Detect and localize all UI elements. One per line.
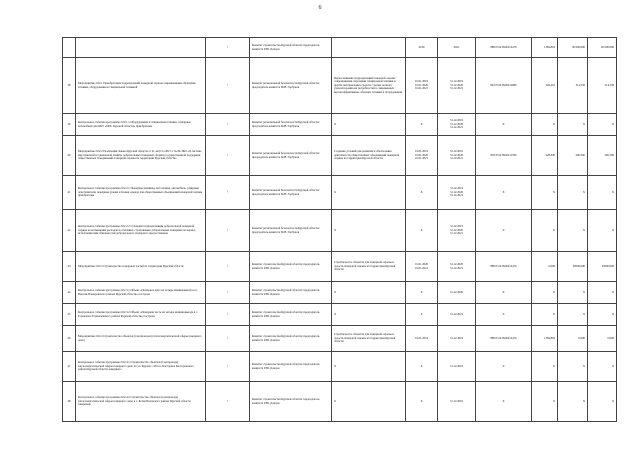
cell-a2: X bbox=[558, 352, 588, 382]
cell-executor: Комитет региональной безопасности Курской области/ председатель комитета М.Н. Горбунов bbox=[250, 176, 332, 210]
cell-desc: Мероприятие 2.02.4 Строительство объектов (газопроводов) теплоэнергетической сферы пожарного депо) bbox=[76, 326, 206, 352]
cell-code: 843 0310 0920212680 bbox=[476, 58, 532, 114]
cell-a1: 1 384,863 bbox=[532, 38, 558, 58]
cell-a3: X bbox=[588, 176, 617, 210]
cell-num: 43 bbox=[63, 252, 76, 282]
table-row bbox=[63, 38, 617, 58]
cell-num: 47 bbox=[63, 352, 76, 382]
cell-mark: • bbox=[206, 210, 250, 252]
cell-num: 39 bbox=[63, 114, 76, 136]
cell-desc: Контрольное событие программы 2.02.3.1 Объект «Пожарное депо на четыре машиновыезда в п. Пенсни Поныровского района Курской области» построен bbox=[76, 282, 206, 304]
table-row bbox=[63, 382, 617, 422]
cell-d1: 2019 bbox=[406, 38, 438, 58]
cell-d1: 01.01.2019 01.01.2020 01.01.2021 bbox=[406, 136, 438, 176]
table-row bbox=[63, 352, 617, 382]
cell-d2: 31.12.2021 bbox=[438, 304, 476, 326]
cell-d2: 31.12.2019 31.12.2020 31.12.2021 bbox=[438, 210, 476, 252]
cell-executor: Комитет региональной безопасности Курской области/ председатель комитета М.Н. Горбунов bbox=[250, 136, 332, 176]
cell-mark: • bbox=[206, 252, 250, 282]
cell-a3: 290,500 bbox=[588, 136, 617, 176]
cell-desc: Контрольное событие программы 2.02.4.1 Строительство объектов (газопровода) теплоэнергетической сферы пожарного депо по ул. Фрунзе, 118 в п. Касторное Касторенского района Курской области завершено bbox=[76, 352, 206, 382]
table-row bbox=[63, 58, 617, 114]
cell-num bbox=[63, 38, 76, 58]
cell-code: X bbox=[476, 352, 532, 382]
cell-a2: X bbox=[558, 176, 588, 210]
table-row bbox=[63, 282, 617, 304]
cell-a3: X bbox=[588, 210, 617, 252]
cell-result: X bbox=[332, 114, 406, 136]
cell-executor: Комитет строительства Курской области/ председатель комитета Р.Ю. Донцов bbox=[250, 304, 332, 326]
cell-a2: X bbox=[558, 282, 588, 304]
cell-num: 45 bbox=[63, 304, 76, 326]
cell-mark: • bbox=[206, 304, 250, 326]
cell-desc: Контрольное событие программы 2.02.3.2 Объект «Пожарная часть на четыре машиновыезда в г. Горшечное Горшеченского района Курской области» построен bbox=[76, 304, 206, 326]
cell-d2: 31.12.2019 31.12.2020 31.12.2021 bbox=[438, 176, 476, 210]
cell-mark: • bbox=[206, 38, 250, 58]
cell-a2: X bbox=[558, 304, 588, 326]
cell-code: X bbox=[476, 176, 532, 210]
table-row bbox=[63, 210, 617, 252]
cell-a1: X bbox=[532, 282, 558, 304]
cell-code: X bbox=[476, 304, 532, 326]
cell-a1: X bbox=[532, 210, 558, 252]
cell-a1: 0,000 bbox=[532, 252, 558, 282]
cell-a2: X bbox=[558, 210, 588, 252]
table-row bbox=[63, 136, 617, 176]
program-table bbox=[62, 37, 617, 422]
cell-mark: • bbox=[206, 176, 250, 210]
cell-a1: X bbox=[532, 304, 558, 326]
cell-d1: 01.01.2020 01.01.2021 bbox=[406, 252, 438, 282]
cell-d1: X bbox=[406, 282, 438, 304]
cell-desc: Мероприятие 2.02.1 Приобретение подразделений пожарной охраны современными образцами техники, оборудования и специальной техникой bbox=[76, 58, 206, 114]
cell-d1: X bbox=[406, 352, 438, 382]
cell-mark: • bbox=[206, 136, 250, 176]
cell-d1: X bbox=[406, 210, 438, 252]
cell-executor: Комитет региональной безопасности Курской области/ председатель комитета М.Н. Горбунов bbox=[250, 210, 332, 252]
cell-a1: X bbox=[532, 176, 558, 210]
cell-num: 38 bbox=[63, 58, 76, 114]
cell-a2: 0,000 bbox=[558, 326, 588, 352]
cell-a2: 30000,000 bbox=[558, 252, 588, 282]
cell-a1: 1 384,863 bbox=[532, 326, 558, 352]
cell-result: X bbox=[332, 176, 406, 210]
cell-d2: 31.12.2019 bbox=[438, 326, 476, 352]
cell-executor: Комитет строительства Курской области/ председатель комитета Р.Ю. Донцов bbox=[250, 382, 332, 422]
cell-d1: X bbox=[406, 304, 438, 326]
cell-result: X bbox=[332, 210, 406, 252]
cell-a3: 0,000 bbox=[588, 326, 617, 352]
cell-a3: 20000,000 bbox=[588, 252, 617, 282]
cell-d1: 01.01.2019 bbox=[406, 326, 438, 352]
cell-executor: Комитет строительства Курской области/ председатель комитета Р.Ю. Донцов bbox=[250, 326, 332, 352]
cell-executor: Комитет строительства Курской области/ председатель комитета Р.Ю. Донцов bbox=[250, 282, 332, 304]
cell-num: 48 bbox=[63, 382, 76, 422]
cell-desc bbox=[76, 38, 206, 58]
cell-d2: 31.12.2019 31.12.2020 31.12.2021 bbox=[438, 114, 476, 136]
cell-num: 41 bbox=[63, 176, 76, 210]
cell-a1: X bbox=[532, 352, 558, 382]
cell-result: Создание условий для развития и обеспечения деятельности общественных объединений пожарной охраны на территории Курской области bbox=[332, 136, 406, 176]
cell-result: Строительство объектов для пожарной охраны и средств пожарной охраны на территории Курской области bbox=[332, 252, 406, 282]
cell-a2: 290,500 bbox=[558, 136, 588, 176]
cell-executor: Комитет строительства Курской области/ председатель комитета Р.Ю. Донцов bbox=[250, 252, 332, 282]
cell-d1: X bbox=[406, 382, 438, 422]
cell-a2: 314,556 bbox=[558, 58, 588, 114]
cell-executor: Комитет региональной безопасности Курской области/ председатель комитета М.Н. Горбунов bbox=[250, 58, 332, 114]
cell-result bbox=[332, 38, 406, 58]
cell-code: 843 0310 0920211780 bbox=[476, 136, 532, 176]
cell-num: 44 bbox=[63, 282, 76, 304]
cell-d1: X bbox=[406, 176, 438, 210]
cell-result: Переоснащение подразделений пожарной охраны современными образцами специальной техники и других материальных средств с целью полного удовлетворения их потребностей в современных высокоэффективных образцах техники и оборудования bbox=[332, 58, 406, 114]
cell-mark: • bbox=[206, 326, 250, 352]
cell-a2: 30 000,000 bbox=[558, 38, 588, 58]
page-number: 6 bbox=[318, 5, 322, 11]
cell-a2: X bbox=[558, 114, 588, 136]
cell-executor: Комитет строительства Курской области/ председатель комитета Р.Ю. Донцов bbox=[250, 38, 332, 58]
table-row bbox=[63, 114, 617, 136]
cell-executor: Комитет региональной безопасности Курской области/ председатель комитета М.Н. Горбунов bbox=[250, 114, 332, 136]
cell-a3: 314,556 bbox=[588, 58, 617, 114]
cell-a3: X bbox=[588, 114, 617, 136]
cell-a3: X bbox=[588, 282, 617, 304]
cell-desc: Мероприятие 2.02.3 Строительство пожарных частей на территории Курской области bbox=[76, 252, 206, 282]
cell-mark: • bbox=[206, 382, 250, 422]
cell-a1: X bbox=[532, 114, 558, 136]
cell-d2: 31.12.2019 31.12.2020 31.12.2021 bbox=[438, 58, 476, 114]
cell-executor: Комитет строительства Курской области/ председатель комитета Р.Ю. Донцов bbox=[250, 352, 332, 382]
cell-mark: • bbox=[206, 282, 250, 304]
cell-num: 46 bbox=[63, 326, 76, 352]
cell-d2: 2021 bbox=[438, 38, 476, 58]
cell-code: X bbox=[476, 114, 532, 136]
table-row bbox=[63, 304, 617, 326]
cell-a2: X bbox=[558, 382, 588, 422]
cell-a3: X bbox=[588, 304, 617, 326]
cell-num: 40 bbox=[63, 136, 76, 176]
cell-mark: • bbox=[206, 114, 250, 136]
cell-a3: X bbox=[588, 382, 617, 422]
cell-desc: Контрольное событие программы 2.02.4.2 Строительство объектов (газопровода) теплоэнергетической сферы пожарного депо в с. Белая Беловского района Курской области завершено bbox=[76, 382, 206, 422]
cell-desc: Контрольное событие программы 2.02.1.1 Оборудование и специальная техника, пожарные автомобили для ОКУ «ППС Курской области» приобретены bbox=[76, 114, 206, 136]
cell-d2: 31.12.2019 31.12.2020 31.12.2021 bbox=[438, 136, 476, 176]
cell-d1: 01.01.2019 01.01.2020 01.01.2021 bbox=[406, 58, 438, 114]
table-row bbox=[63, 252, 617, 282]
cell-result: X bbox=[332, 304, 406, 326]
cell-a3: X bbox=[588, 352, 617, 382]
cell-code: 888 0310 0920212470 bbox=[476, 326, 532, 352]
cell-result: X bbox=[332, 382, 406, 422]
cell-a1: X bbox=[532, 382, 558, 422]
cell-result: X bbox=[332, 282, 406, 304]
cell-desc: Контрольное событие программы 2.02.2.2 Субсидии подразделениям добровольной пожарной охраны на возмещение расходов по питанию, страхованию добровольных пожарных на период исполнения ими обязанностей добровольного пожарного предоставлены bbox=[76, 210, 206, 252]
cell-d2: 31.12.2020 31.12.2021 bbox=[438, 252, 476, 282]
cell-code: X bbox=[476, 210, 532, 252]
cell-result: X bbox=[332, 352, 406, 382]
cell-a1: 228,326 bbox=[532, 136, 558, 176]
cell-num: 42 bbox=[63, 210, 76, 252]
cell-d2: 31.12.2019 bbox=[438, 352, 476, 382]
cell-d2: 31.12.2019 bbox=[438, 382, 476, 422]
cell-desc: Контрольное событие программы 2.02.2.1 Пожарные машины, мотопомпы, автомобиль, ранцевые огнетушители, пожарные рукава и боевая одежда для общественных объединений пожарной охраны приобретены bbox=[76, 176, 206, 210]
cell-code: X bbox=[476, 382, 532, 422]
cell-result: Строительство объектов для пожарной охраны и средств пожарной охраны на территории Курской области bbox=[332, 326, 406, 352]
cell-code: 888 0310 0920212470 bbox=[476, 38, 532, 58]
cell-a1: 226,216 bbox=[532, 58, 558, 114]
cell-d2: 31.12.2020 bbox=[438, 282, 476, 304]
cell-d1: X bbox=[406, 114, 438, 136]
table-row bbox=[63, 176, 617, 210]
cell-desc: Мероприятие 2.02.2 Реализация Закона Курской области от 21 августа 2015 г. № 84-ЗКО «О системе мер правовой и социальной защиты добровольных пожарных, формах государственной поддержки общественных объединений пожарной охраны на территории Курской области» bbox=[76, 136, 206, 176]
cell-mark: • bbox=[206, 352, 250, 382]
cell-a3: 20 000,000 bbox=[588, 38, 617, 58]
table-row bbox=[63, 326, 617, 352]
cell-code: X bbox=[476, 282, 532, 304]
cell-mark: • bbox=[206, 58, 250, 114]
cell-code: 888 0310 0920212470 bbox=[476, 252, 532, 282]
